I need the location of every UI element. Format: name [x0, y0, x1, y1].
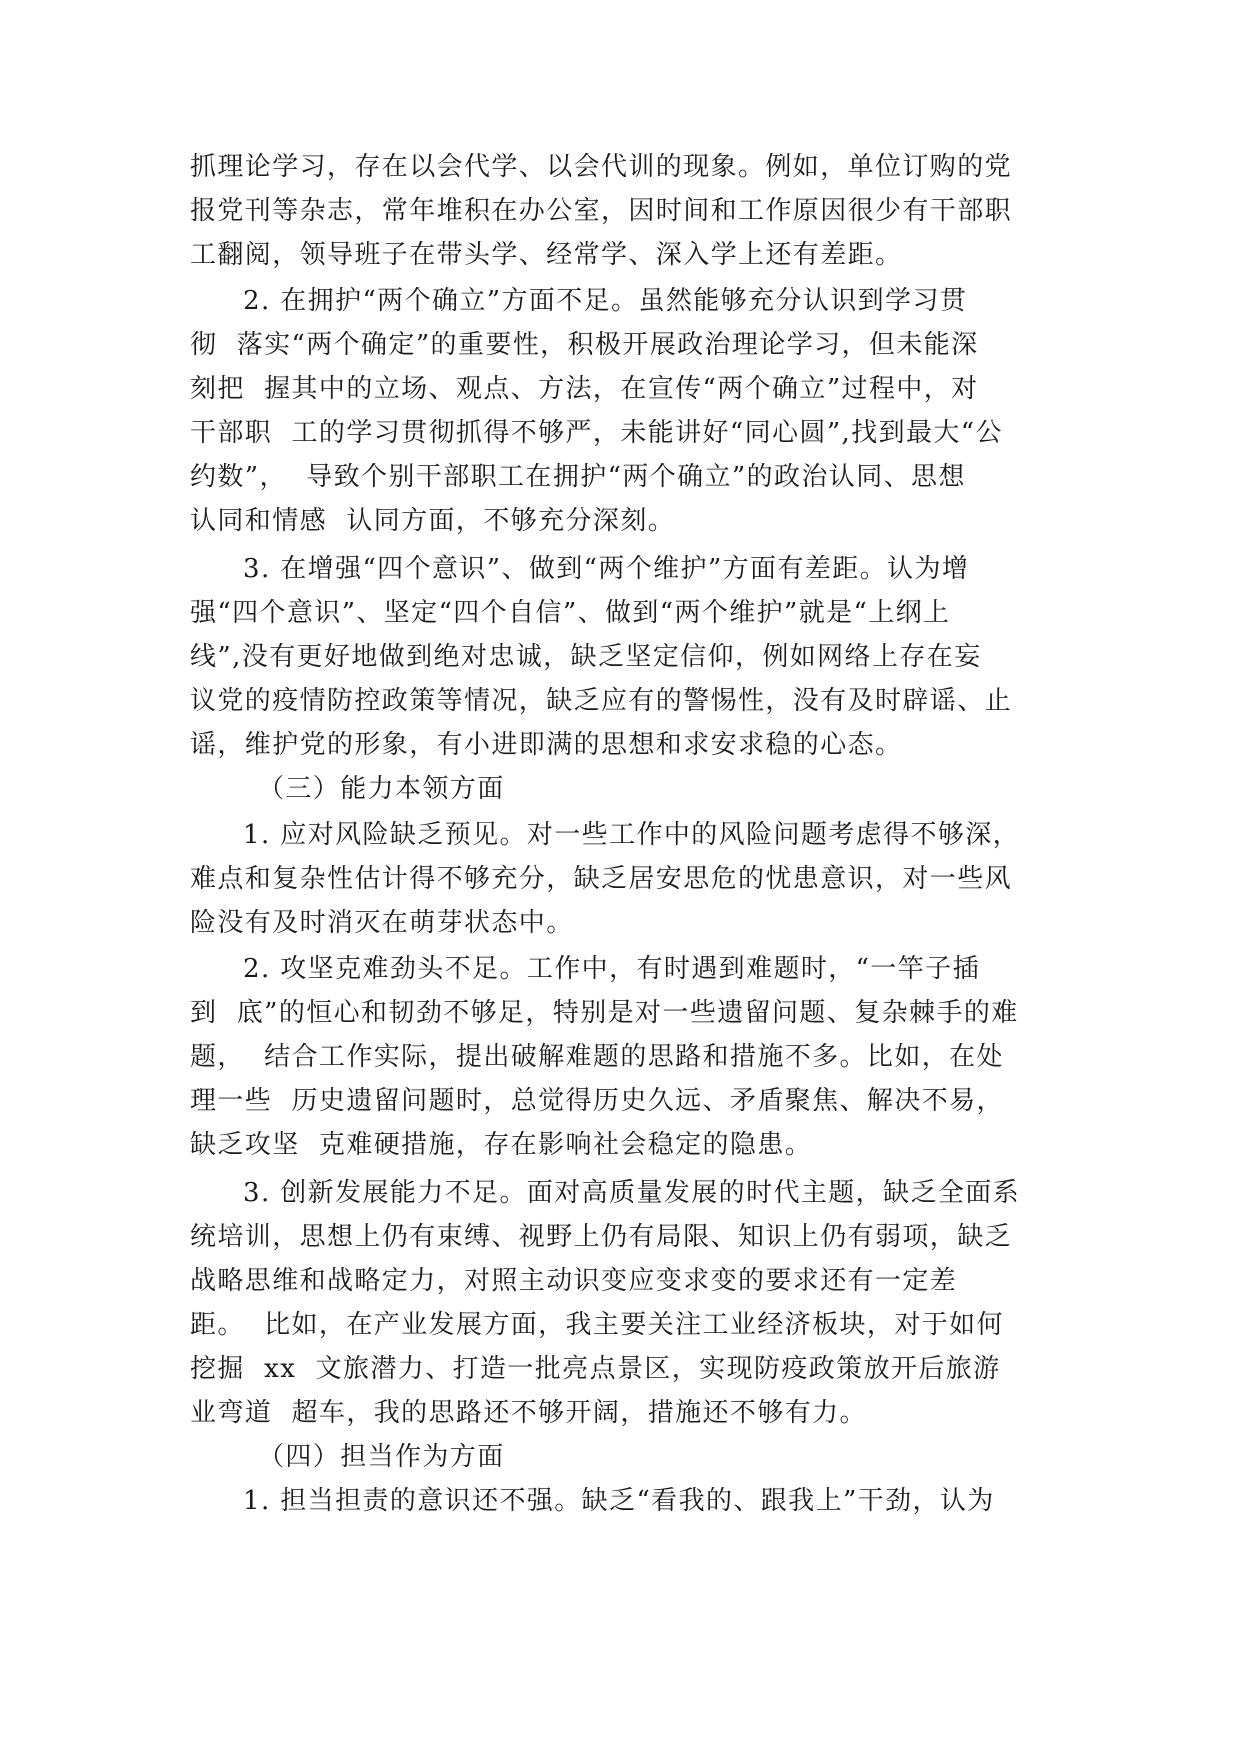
paragraph-line: 险没有及时消灭在萌芽状态中。	[190, 908, 574, 938]
paragraph-line: 工翻阅，领导班子在带头学、经常学、深入学上还有差距。	[190, 240, 903, 270]
paragraph-line: 理一些 历史遗留问题时，总觉得历史久远、矛盾聚焦、解决不易，	[190, 1086, 1004, 1116]
paragraph-line: 约数”， 导致个别干部职工在拥护“两个确立”的政治认同、思想	[190, 462, 966, 492]
paragraph-line: 挖掘 xx 文旅潜力、打造一批亮点景区，实现防疫政策放开后旅游	[190, 1354, 1001, 1384]
paragraph-line: 题， 结合工作实际，提出破解难题的思路和措施不多。比如，在处	[190, 1042, 1004, 1072]
paragraph-line: 缺乏攻坚 克难硬措施，存在影响社会稳定的隐患。	[190, 1130, 813, 1160]
paragraph-line: 抓理论学习，存在以会代学、以会代训的现象。例如，单位订购的党	[190, 152, 1013, 182]
paragraph-line: 业弯道 超车，我的思路还不够开阔，措施还不够有力。	[190, 1398, 867, 1428]
paragraph-line: 2. 在拥护“两个确立”方面不足。虽然能够充分认识到学习贯	[243, 286, 968, 316]
paragraph-line: 1. 应对风险缺乏预见。对一些工作中的风险问题考虑得不够深，	[243, 820, 1021, 850]
paragraph-line: 距。 比如，在产业发展方面，我主要关注工业经济板块，对于如何	[190, 1310, 1004, 1340]
paragraph-line: 统培训，思想上仍有束缚、视野上仍有局限、知识上仍有弱项，缺乏	[190, 1222, 1013, 1252]
paragraph-line: 线”,没有更好地做到绝对忠诚，缺乏坚定信仰，例如网络上存在妄	[190, 642, 982, 672]
section-heading: （三）能力本领方面	[258, 774, 505, 804]
paragraph-line: 谣，维护党的形象，有小进即满的思想和求安求稳的心态。	[190, 730, 903, 760]
paragraph-line: 3. 在增强“四个意识”、做到“两个维护”方面有差距。认为增	[243, 554, 970, 584]
paragraph-line: 难点和复杂性估计得不够充分，缺乏居安思危的忧患意识，对一些风	[190, 864, 1013, 894]
paragraph-line: 刻把 握其中的立场、观点、方法，在宣传“两个确立”过程中，对	[190, 374, 979, 404]
paragraph-line: 战略思维和战略定力，对照主动识变应变求变的要求还有一定差	[190, 1266, 958, 1296]
paragraph-line: 1. 担当担责的意识还不强。缺乏“看我的、跟我上”干劲，认为	[243, 1486, 995, 1516]
paragraph-line: 2. 攻坚克难劲头不足。工作中，有时遇到难题时，“一竿子插	[243, 954, 980, 984]
paragraph-line: 3. 创新发展能力不足。面对高质量发展的时代主题，缺乏全面系	[243, 1178, 1021, 1208]
paragraph-line: 干部职 工的学习贯彻抓得不够严，未能讲好“同心圆”,找到最大“公	[190, 418, 1003, 448]
paragraph-line: 议党的疫情防控政策等情况，缺乏应有的警惕性，没有及时辟谣、止	[190, 686, 1013, 716]
section-heading: （四）担当作为方面	[258, 1442, 505, 1472]
paragraph-line: 强“四个意识”、坚定“四个自信”、做到“两个维护”就是“上纲上	[190, 598, 951, 628]
paragraph-line: 彻 落实“两个确定”的重要性，积极开展政治理论学习，但未能深	[190, 330, 979, 360]
paragraph-line: 到 底”的恒心和韧劲不够足，特别是对一些遗留问题、复杂棘手的难	[190, 998, 1019, 1028]
paragraph-line: 报党刊等杂志，常年堆积在办公室，因时间和工作原因很少有干部职	[190, 196, 1013, 226]
paragraph-line: 认同和情感 认同方面，不够充分深刻。	[190, 506, 676, 536]
